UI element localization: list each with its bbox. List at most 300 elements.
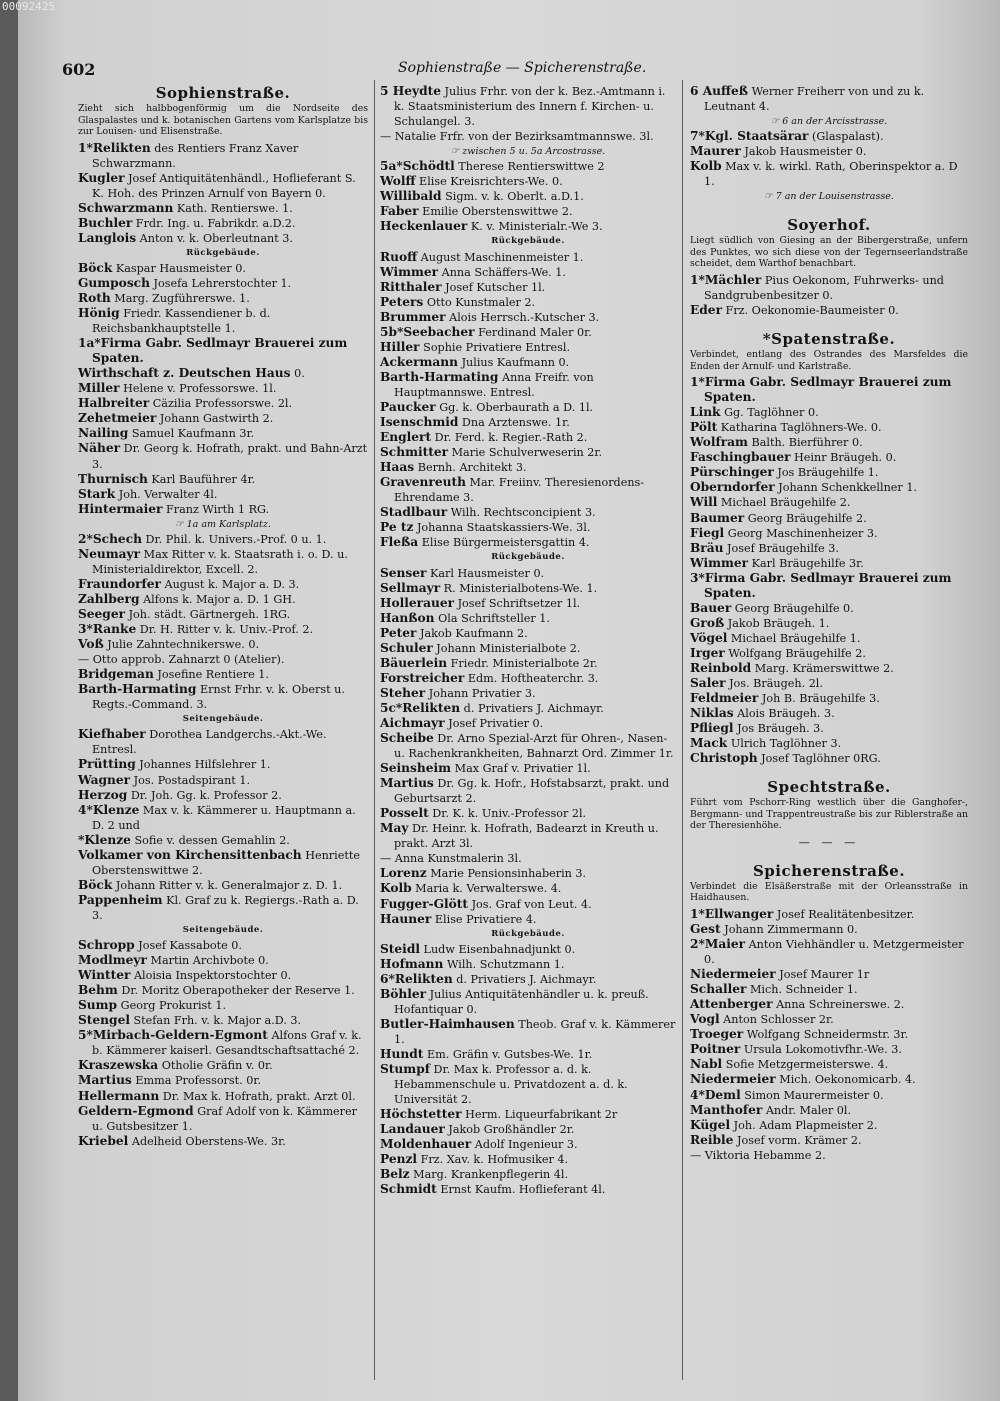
entry-name: *Klenze — [78, 832, 131, 847]
entry-details: Marg. Krämerswittwe 2. — [751, 662, 894, 675]
entry-details: Franz Wirth 1 RG. — [162, 502, 270, 516]
entry-name: Belz — [380, 1167, 410, 1182]
street-heading: *Spatenstraße. — [762, 330, 896, 349]
entry-details: Friedr. Ministerialbote 2r. — [447, 656, 598, 670]
directory-entry — [380, 400, 676, 415]
directory-entry — [690, 435, 968, 450]
entry-details: Ernst Kaufm. Hoflieferant 4l. — [436, 1183, 606, 1197]
directory-entry — [690, 646, 968, 661]
directory-entry — [380, 445, 676, 460]
entry-details: Samuel Kaufmann 3r. — [128, 427, 255, 441]
directory-entry — [78, 396, 368, 411]
directory-entry — [380, 295, 676, 310]
entry-name: Gumposch — [78, 275, 150, 290]
entry-name: Christoph — [690, 751, 758, 766]
directory-entry — [380, 460, 676, 475]
directory-entry — [690, 907, 968, 922]
entry-name: Wirthschaft z. Deutschen Haus — [78, 366, 291, 381]
directory-entry — [690, 751, 968, 766]
entry-name: Schropp — [78, 938, 135, 953]
entry-name: Volkamer von Kirchensittenbach — [78, 847, 302, 862]
directory-entry — [78, 577, 368, 592]
directory-entry — [380, 520, 676, 535]
entry-details: Julius Frhr. von der k. Bez.-Amtmann i. k. Staatsministerium des Innern f. Kirchen- u. Schulangel. 3. — [394, 85, 666, 129]
directory-entry — [380, 1047, 676, 1062]
directory-entry — [78, 366, 368, 381]
entry-details: Alfons Graf v. k. b. Kämmerer kaiserl. Gesandtschaftsattaché 2. — [92, 1029, 362, 1058]
directory-entry — [78, 261, 368, 276]
entry-details: Josef Privatier 0. — [444, 716, 544, 730]
entry-details: Bernh. Architekt 3. — [414, 461, 527, 475]
directory-entry — [78, 803, 368, 833]
entry-details: Dr. Georg k. Hofrath, prakt. und Bahn-Arzt 3. — [92, 442, 368, 471]
directory-entry — [380, 84, 676, 129]
subheading: Rückgebäude. — [491, 928, 565, 939]
entry-details: Simon Maurermeister 0. — [740, 1088, 884, 1102]
directory-entry — [78, 171, 368, 201]
entry-details: Herm. Liqueurfabrikant 2r — [461, 1108, 618, 1122]
entry-name: Penzl — [380, 1152, 418, 1167]
directory-entry — [380, 370, 676, 400]
spacer — [690, 850, 968, 862]
directory-entry — [690, 1042, 968, 1057]
directory-entry — [380, 535, 676, 550]
street-description: Verbindet die Elsäßerstraße mit der Orleansstraße in Haidhausen. — [690, 880, 968, 904]
entry-details: Joh. Verwalter 4l. — [115, 487, 218, 501]
entry-details: Georg Prokurist 1. — [117, 999, 226, 1013]
directory-entry — [78, 893, 368, 923]
entry-details: — Viktoria Hebamme 2. — [690, 1148, 826, 1162]
entry-name: Isenschmid — [380, 415, 459, 430]
entry-details: Elise Kreisrichters-We. 0. — [415, 175, 563, 189]
directory-entry — [380, 987, 676, 1017]
directory-entry — [380, 1122, 676, 1137]
entry-details: Otto Kunstmaler 2. — [423, 295, 536, 309]
directory-entry — [690, 1133, 968, 1148]
directory-entry — [380, 701, 676, 716]
street-description: Führt vom Pschorr-Ring westlich über die Ganghofer-, Bergmann- und Trappentreustraße bis zur Riblerstraße an der Theresienhöhe. — [690, 797, 968, 832]
entry-details: — Otto approb. Zahnarzt 0 (Atelier). — [78, 653, 285, 667]
directory-entry — [380, 761, 676, 776]
entry-details: Gg. k. Oberbaurath a D. 1l. — [435, 400, 594, 414]
spacer — [690, 766, 968, 778]
directory-entry — [380, 881, 676, 896]
directory-entry — [380, 355, 676, 370]
directory-entry — [380, 912, 676, 927]
page-number: 602 — [62, 60, 96, 79]
entry-name: Prütting — [78, 757, 136, 772]
entry-details: Mar. Freiinv. Theresienordens-Ehrendame 3. — [394, 476, 645, 505]
directory-entry — [78, 141, 368, 171]
entry-name: Wimmer — [380, 264, 439, 279]
directory-entry — [380, 475, 676, 505]
entry-details: Johann Schenkkellner 1. — [774, 481, 917, 495]
entry-name: Wolfram — [690, 435, 748, 450]
entry-details: Josef Schriftsetzer 1l. — [454, 596, 581, 610]
entry-name: Saler — [690, 676, 726, 691]
directory-entry — [690, 465, 968, 480]
entry-details: Dr. Arno Spezial-Arzt für Ohren-, Nasen- u. Rachenkrankheiten, Bahnarzt Ord. Zimmer 1r. — [394, 732, 674, 761]
directory-entry — [380, 1137, 676, 1152]
entry-name: Kolb — [380, 881, 412, 896]
entry-name: Steher — [380, 685, 426, 700]
entry-details: Julius Kaufmann 0. — [458, 355, 570, 369]
entry-details: Dr. Gg. k. Hofr., Hofstabsarzt, prakt. und Geburtsarzt 2. — [394, 777, 670, 806]
entry-name: 1a*Firma Gabr. Sedlmayr Brauerei zum Spaten. — [78, 336, 348, 366]
entry-details: — Anna Kunstmalerin 3l. — [380, 852, 522, 866]
directory-entry — [690, 922, 968, 937]
subheading: Rückgebäude. — [491, 236, 565, 247]
directory-entry — [380, 1062, 676, 1107]
directory-entry — [690, 1118, 968, 1133]
entry-name: Roth — [78, 291, 111, 306]
entry-details: Kl. Graf zu k. Regiergs.-Rath a. D. 3. — [92, 893, 359, 922]
entry-details: Karl Bauführer 4r. — [147, 472, 256, 486]
entry-details: Sofie v. dessen Gemahlin 2. — [130, 833, 290, 847]
directory-entry — [78, 411, 368, 426]
entry-details: Max v. k. wirkl. Rath, Oberinspektor a. D 1. — [704, 160, 958, 189]
directory-entry — [380, 671, 676, 686]
entry-details: Joh. städt. Gärtnergeh. 1RG. — [125, 608, 291, 621]
directory-page — [18, 0, 1000, 1401]
entry-details: Alois Herrsch.-Kutscher 3. — [445, 310, 600, 324]
entry-details: Max Graf v. Privatier 1l. — [451, 762, 591, 776]
entry-name: Ackermann — [380, 354, 459, 369]
entry-name: Pölt — [690, 420, 718, 435]
entry-name: Voß — [78, 637, 104, 652]
entry-name: Stadlbaur — [380, 505, 448, 520]
entry-details: Frz. Oekonomie-Baumeister 0. — [722, 304, 899, 318]
entry-details: Werner Freiherr von und zu k. Leutnant 4. — [704, 85, 925, 114]
directory-entry — [380, 731, 676, 761]
directory-entry — [78, 381, 368, 396]
entry-details: Josef Realitätenbesitzer. — [773, 907, 915, 921]
entry-name: 4*Klenze — [78, 802, 140, 817]
entry-details: Jos. Bräugeh. 2l. — [725, 677, 823, 691]
entry-name: Bridgeman — [78, 667, 154, 682]
directory-entry — [380, 851, 676, 866]
entry-name: Link — [690, 405, 721, 420]
entry-details: Ola Schriftsteller 1. — [434, 611, 550, 625]
directory-entry — [78, 291, 368, 306]
entry-details: Ernst Frhr. v. k. Oberst u. Regts.-Command. 3. — [92, 683, 345, 712]
directory-entry — [78, 727, 368, 757]
entry-details: Max v. k. Kämmerer u. Hauptmann a. D. 2 und — [92, 803, 356, 832]
entry-name: 5*Mirbach-Geldern-Egmont — [78, 1028, 268, 1043]
entry-details: Otholie Gräfin v. 0r. — [158, 1059, 273, 1073]
entry-name: 5b*Seebacher — [380, 324, 475, 339]
entry-details: Johann Ritter v. k. Generalmajor z. D. 1. — [112, 878, 343, 892]
entry-details: Wolfgang Schneidermstr. 3r. — [743, 1028, 909, 1042]
entry-name: Steidl — [380, 941, 420, 956]
directory-entry — [78, 1104, 368, 1134]
entry-details: Dr. Heinr. k. Hofrath, Badearzt in Kreuth u. prakt. Arzt 3l. — [394, 822, 659, 851]
entry-name: Heckenlauer — [380, 219, 468, 234]
entry-name: Modlmeyr — [78, 953, 147, 968]
entry-details: Emma Professorst. 0r. — [131, 1074, 262, 1088]
directory-entry — [78, 998, 368, 1013]
entry-name: Willibald — [380, 189, 442, 204]
entry-name: Reinbold — [690, 661, 752, 675]
entry-name: Manthofer — [690, 1102, 763, 1117]
entry-name: Seeger — [78, 607, 126, 621]
cross-reference: ☞ 6 an der Arcisstrasse. — [770, 116, 888, 128]
entry-details: Anna Freifr. von Hauptmannswe. Entresl. — [394, 370, 594, 399]
subheading: Seitengebäude. — [182, 924, 264, 935]
directory-entry — [380, 204, 676, 219]
entry-name: Behm — [78, 983, 118, 998]
directory-entry — [690, 736, 968, 751]
directory-entry — [690, 997, 968, 1012]
entry-name: Brummer — [380, 309, 446, 324]
directory-entry — [690, 1027, 968, 1042]
directory-entry — [78, 1089, 368, 1104]
directory-entry — [380, 1152, 676, 1167]
entry-details: Johannes Hilfslehrer 1. — [135, 758, 271, 772]
directory-entry — [380, 611, 676, 626]
entry-name: Neumayr — [78, 546, 141, 561]
entry-details: Dr. Joh. Gg. k. Professor 2. — [127, 788, 282, 802]
entry-details: Frdr. Ing. u. Fabrikdr. a.D.2. — [132, 216, 296, 230]
entry-details: d. Privatiers J. Aichmayr. — [460, 701, 604, 715]
directory-entry — [380, 641, 676, 656]
entry-details: Michael Bräugehilfe 2. — [717, 496, 851, 510]
directory-entry — [78, 788, 368, 803]
entry-name: Posselt — [380, 806, 429, 821]
directory-entry — [380, 581, 676, 596]
directory-entry — [78, 487, 368, 502]
street-heading: Sophienstraße. — [155, 84, 291, 102]
entry-name: Böck — [78, 260, 113, 275]
entry-details: Dr. K. k. Univ.-Professor 2l. — [428, 807, 587, 821]
directory-entry — [78, 426, 368, 441]
directory-entry — [380, 957, 676, 972]
entry-details: R. Ministerialbotens-We. 1. — [440, 581, 598, 595]
entry-name: Wolff — [380, 174, 416, 189]
entry-name: Sump — [78, 998, 118, 1013]
entry-details: Josefine Rentiere 1. — [153, 668, 269, 682]
directory-entry — [78, 878, 368, 893]
directory-entry — [380, 686, 676, 701]
directory-entry — [690, 982, 968, 997]
directory-entry — [380, 866, 676, 881]
directory-entry — [78, 592, 368, 607]
entry-name: Hundt — [380, 1047, 424, 1061]
entry-name: Kolb — [690, 159, 722, 174]
entry-name: 6 Auffeß — [690, 84, 749, 98]
entry-details: Alois Bräugeh. 3. — [733, 707, 835, 721]
entry-details: Anton Schlosser 2r. — [719, 1013, 834, 1027]
entry-name: Schmidt — [380, 1182, 437, 1197]
entry-name: Vogl — [690, 1012, 720, 1027]
entry-details: Karl Bräugehilfe 3r. — [748, 556, 864, 570]
directory-entry — [78, 757, 368, 772]
directory-entry — [690, 129, 968, 144]
entry-name: Peter — [380, 625, 417, 640]
entry-name: 5c*Relikten — [380, 700, 461, 715]
directory-entry — [690, 556, 968, 571]
entry-name: Schaller — [690, 982, 747, 997]
directory-entry — [78, 231, 368, 246]
spacer — [690, 204, 968, 216]
directory-entry — [78, 622, 368, 637]
directory-entry — [380, 716, 676, 731]
directory-entry — [690, 541, 968, 556]
directory-entry — [78, 502, 368, 517]
directory-entry — [380, 159, 676, 174]
entry-name: 6*Relikten — [380, 971, 453, 986]
entry-details: Johann Ministerialbote 2. — [432, 641, 581, 655]
entry-name: Feldmeier — [690, 691, 759, 706]
directory-entry — [380, 821, 676, 851]
entry-name: Buchler — [78, 215, 133, 230]
directory-entry — [690, 84, 968, 114]
directory-entry — [380, 219, 676, 234]
directory-entry — [690, 691, 968, 706]
cross-reference: ☞ zwischen 5 u. 5a Arcostrasse. — [450, 146, 606, 158]
entry-name: Bauer — [690, 600, 732, 615]
entry-details: Josef Taglöhner 0RG. — [757, 752, 881, 766]
entry-details: Dr. Max k. Professor a. d. k. Hebammenschule u. Privatdozent a. d. k. Universität 2. — [394, 1063, 628, 1107]
entry-name: Niklas — [690, 706, 734, 721]
entry-details: Graf Adolf von k. Kämmerer u. Gutsbesitzer 1. — [92, 1104, 357, 1133]
entry-details: Jakob Kaufmann 2. — [416, 626, 528, 640]
entry-name: 4*Deml — [690, 1087, 741, 1102]
directory-entry — [78, 983, 368, 998]
scan-identifier: 00092425 — [2, 0, 55, 13]
entry-name: 5 Heydte — [380, 84, 441, 98]
entry-details: Dr. Phil. k. Univers.-Prof. 0 u. 1. — [141, 532, 327, 546]
directory-entry — [380, 626, 676, 641]
entry-name: Troeger — [690, 1027, 744, 1042]
entry-details: Jos Bräugehilfe 1. — [773, 466, 879, 480]
directory-entry — [78, 1058, 368, 1073]
entry-name: Miller — [78, 381, 120, 396]
subheading: Seitengebäude. — [182, 714, 264, 725]
entry-details: Martin Archivbote 0. — [146, 954, 269, 968]
directory-entry — [690, 511, 968, 526]
directory-entry — [78, 1134, 368, 1149]
entry-details: Marie Pensionsinhaberin 3. — [426, 867, 587, 881]
directory-entry — [78, 472, 368, 487]
entry-details: Joh B. Bräugehilfe 3. — [758, 692, 880, 706]
entry-details: Aloisia Inspektorstochter 0. — [130, 969, 292, 983]
entry-name: Barth-Harmating — [380, 369, 499, 384]
entry-name: Faber — [380, 204, 419, 219]
entry-name: Hanßon — [380, 610, 435, 625]
entry-details: Jakob Großhändler 2r. — [444, 1123, 575, 1137]
directory-entry — [690, 480, 968, 495]
entry-details: Sigm. v. k. Oberlt. a.D.1. — [441, 190, 584, 204]
entry-name: Irger — [690, 645, 725, 660]
street-description: Zieht sich halbbogenförmig um die Nordseite des Glaspalastes und k. botanischen Gartens vom Karlsplatze bis zur Louisen- und Elisenstraße. — [78, 103, 368, 138]
entry-name: 7*Kgl. Staatsärar — [690, 129, 809, 144]
entry-name: Kraszewska — [78, 1058, 159, 1073]
directory-entry — [690, 661, 968, 676]
entry-name: Kriebel — [78, 1133, 129, 1148]
directory-entry — [690, 616, 968, 631]
entry-name: Halbreiter — [78, 396, 150, 411]
directory-entry — [690, 937, 968, 967]
directory-entry — [78, 652, 368, 667]
entry-name: Hollerauer — [380, 595, 455, 610]
entry-name: Moldenhauer — [380, 1137, 472, 1152]
entry-name: Aichmayr — [380, 715, 445, 730]
entry-details: Frz. Xav. k. Hofmusiker 4. — [417, 1153, 569, 1167]
directory-entry — [690, 495, 968, 510]
street-description: Liegt südlich von Giesing an der Bibergerstraße, unfern des Punktes, wo sich diese von der Tegernseerlandstraße scheidet, dem Warthof benachbart. — [690, 235, 968, 270]
entry-name: Zehetmeier — [78, 411, 157, 426]
directory-entry — [78, 441, 368, 471]
entry-details: Jakob Hausmeister 0. — [740, 145, 867, 159]
entry-name: Hiller — [380, 339, 420, 354]
entry-name: Fleßa — [380, 535, 419, 550]
directory-entry — [380, 310, 676, 325]
directory-entry — [690, 1148, 968, 1163]
entry-name: Pürschinger — [690, 465, 774, 480]
directory-entry — [78, 637, 368, 652]
entry-name: Seinsheim — [380, 761, 452, 776]
entry-details: Ursula Lokomotivfhr.-We. 3. — [740, 1043, 902, 1057]
entry-name: Stumpf — [380, 1062, 430, 1077]
directory-entry — [78, 833, 368, 848]
entry-name: Eder — [690, 303, 722, 318]
entry-name: Forstreicher — [380, 670, 465, 685]
column-rule-1 — [374, 80, 375, 1380]
entry-details: 0. — [290, 367, 305, 381]
entry-details: K. v. Ministerialr.-We 3. — [467, 220, 603, 234]
subheading: Rückgebäude. — [186, 247, 260, 258]
entry-name: Geldern-Egmond — [78, 1103, 194, 1118]
directory-entry — [78, 306, 368, 336]
directory-entry — [78, 276, 368, 291]
entry-details: Dr. H. Ritter v. k. Univ.-Prof. 2. — [136, 623, 314, 637]
directory-entry — [380, 897, 676, 912]
directory-entry — [690, 375, 968, 405]
entry-name: Böhler — [380, 986, 427, 1001]
directory-entry — [380, 972, 676, 987]
entry-name: Schuler — [380, 640, 433, 655]
entry-name: Butler-Haimhausen — [380, 1016, 515, 1031]
entry-details: des Rentiers Franz Xaver Schwarzmann. — [92, 141, 299, 170]
entry-details: Emilie Oberstenswittwe 2. — [418, 205, 573, 219]
entry-details: Johann Privatier 3. — [425, 686, 536, 700]
directory-entry — [690, 601, 968, 616]
entry-details: Heinr Bräugeh. 0. — [790, 451, 897, 465]
entry-details: Josef Kassabote 0. — [134, 939, 242, 953]
entry-name: Wagner — [78, 772, 131, 787]
entry-name: 5a*Schödtl — [380, 159, 455, 174]
entry-name: Niedermeier — [690, 1072, 776, 1087]
entry-name: 1*Ellwanger — [690, 906, 774, 921]
directory-entry — [690, 1103, 968, 1118]
directory-entry — [78, 968, 368, 983]
entry-details: Alfons k. Major a. D. 1 GH. — [139, 592, 296, 606]
entry-details: Sophie Privatiere Entresl. — [419, 340, 571, 354]
entry-name: Thurnisch — [78, 471, 148, 486]
directory-entry — [690, 676, 968, 691]
entry-details: Pius Oekonom, Fuhrwerks- und Sandgrubenbesitzer 0. — [704, 273, 944, 302]
spacer — [690, 318, 968, 330]
entry-name: Ruoff — [380, 249, 418, 264]
street-description: Verbindet, entlang des Ostrandes des Marsfeldes die Enden der Arnulf- und Karlstraße. — [690, 349, 968, 372]
entry-details: Max Ritter v. k. Staatsrath i. o. D. u. Ministerialdirektor, Excell. 2. — [92, 547, 348, 576]
entry-details: Balth. Bierführer 0. — [747, 436, 863, 450]
directory-entry — [690, 450, 968, 465]
entry-name: Zahlberg — [78, 591, 140, 606]
entry-name: Sellmayr — [380, 580, 441, 595]
entry-name: Hintermaier — [78, 501, 163, 516]
